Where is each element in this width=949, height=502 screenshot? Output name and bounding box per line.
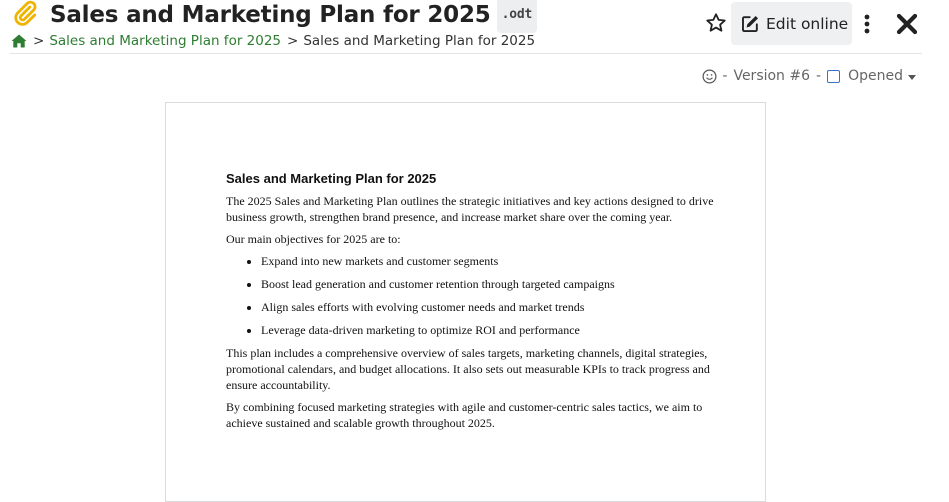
- objectives-list: [226, 253, 716, 338]
- breadcrumb: [11, 33, 535, 49]
- document-body: [226, 171, 716, 437]
- document-heading: Sales and Marketing Plan for 2025: [226, 171, 437, 186]
- breadcrumb-separator: >: [287, 33, 299, 49]
- breadcrumb-link-folder[interactable]: Sales and Marketing Plan for 2025: [49, 33, 282, 49]
- file-extension-badge: .odt: [497, 0, 538, 33]
- chevron-down-icon[interactable]: [908, 75, 916, 80]
- opened-checkbox[interactable]: [827, 70, 840, 83]
- document-preview: [165, 102, 766, 502]
- header-divider: [10, 53, 922, 54]
- star-icon[interactable]: [705, 12, 727, 34]
- edit-icon: [741, 14, 760, 33]
- file-name: Sales and Marketing Plan for 2025: [50, 2, 491, 28]
- home-icon[interactable]: [11, 34, 27, 48]
- opened-status-dropdown[interactable]: Opened: [848, 68, 903, 84]
- version-label: Version #6: [733, 68, 811, 84]
- edit-online-button[interactable]: [731, 2, 852, 45]
- list-item: • Leverage data-driven marketing to optimize ROI and performance: [261, 322, 716, 338]
- list-item: • Expand into new markets and customer segments: [261, 253, 716, 269]
- edit-online-label: Edit online: [766, 14, 849, 33]
- breadcrumb-separator: >: [33, 33, 45, 49]
- smiley-icon[interactable]: [702, 69, 717, 84]
- version-status-bar: [702, 68, 916, 84]
- list-item: • Align sales efforts with evolving customer needs and market trends: [261, 299, 716, 315]
- document-paragraph-intro: The 2025 Sales and Marketing Plan outlines the strategic initiatives and key actions designed to drive business growth, strengthen brand presence, and increase market share over the coming year.: [226, 194, 714, 224]
- close-icon[interactable]: [896, 13, 918, 35]
- document-paragraph-overview: This plan includes a comprehensive overview of sales targets, marketing channels, digital strategies, promotional calendars, and budget allocations. It also sets out measurable KPIs to track progress and ensure accountability.: [226, 346, 710, 392]
- file-viewer-header: [0, 0, 949, 54]
- status-separator: -: [816, 68, 822, 84]
- paperclip-icon: [12, 0, 38, 26]
- document-paragraph-objectives: Our main objectives for 2025 are to:: [226, 232, 401, 246]
- breadcrumb-current: Sales and Marketing Plan for 2025: [303, 33, 536, 49]
- document-paragraph-closing: By combining focused marketing strategies with agile and customer-centric sales tactics, we aim to achieve sustained and scalable growth throughout 2025.: [226, 400, 703, 430]
- page-title: [50, 0, 537, 33]
- more-vertical-icon[interactable]: [860, 13, 874, 35]
- status-separator: -: [722, 68, 728, 84]
- list-item: • Boost lead generation and customer retention through targeted campaigns: [261, 276, 716, 292]
